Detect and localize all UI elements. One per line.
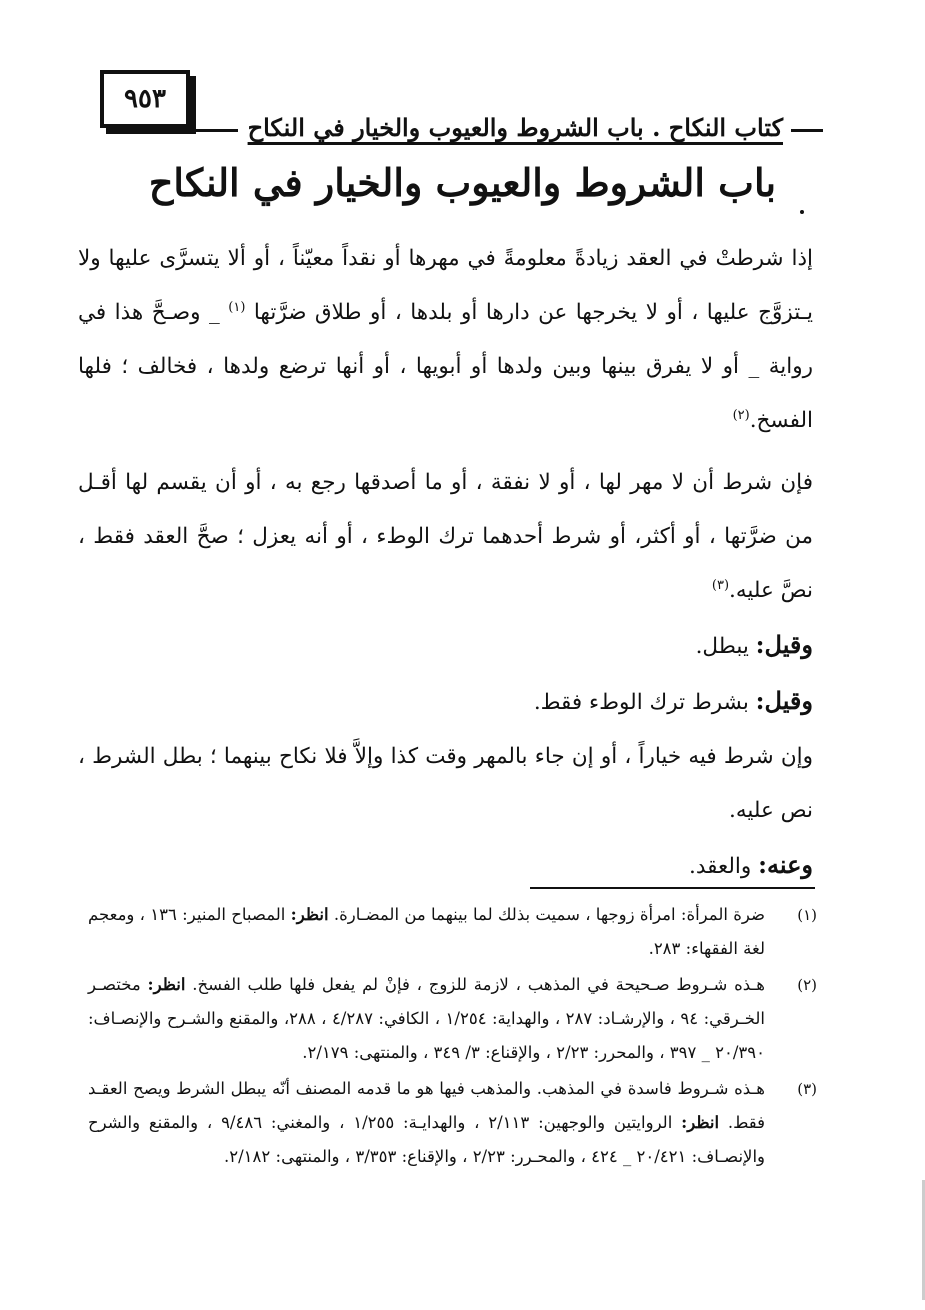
footnote-body <box>88 898 765 966</box>
opinion-1-text: يبطل. <box>695 634 756 659</box>
opinion-3-text: والعقد. <box>689 854 759 879</box>
footnote-text: هـذه شـروط صـحيحة في المذهب ، لازمة للزوج ، فإنْ لم يفعل فلها طلب الفسخ. <box>185 975 765 994</box>
footnote-text: هـذه شـروط فاسدة في المذهب. والمذهب فيها هو ما قدمه المصنف أنّه يبطل الشرط ويصح العقـد فقط. <box>88 1079 766 1132</box>
running-header <box>96 98 823 142</box>
header-dash-right <box>791 129 823 132</box>
footnote-number: (٢) <box>797 976 817 994</box>
main-text <box>78 232 813 894</box>
running-header-text: كتاب النكاح . باب الشروط والعيوب والخيار في النكاح <box>247 113 783 142</box>
footnote-references: الروايتين والوجهين: ٢/١١٣ ، والهدايـة: ١/٢٥٥ ، والمغني: ٩/٤٨٦ ، والمقنع والشرح والإنصـاف: ٢٠/٤٢١ _ ٤٢٤ ، والمحـرر: ٢/٢٣ ، والإقناع: ٣/٣٥٣ ، والمنتهى: ٢/١٨٢. <box>88 1113 765 1166</box>
footnote-2 <box>88 968 817 1070</box>
paragraph-1-text-a: إذا شرطتْ في العقد زيادةً معلومةً في مهرها أو نقداً معيّناً ، أو ألا يتسرَّى عليها ولا يـتزوَّج عليها ، أو لا يخرجها عن دارها أو بلدها ، أو طلاق ضرَّتها <box>78 246 813 325</box>
footnote-body <box>88 1072 765 1174</box>
footnote-ref-3: (٣) <box>711 577 730 593</box>
stray-dot <box>800 210 804 214</box>
opinion-2-label: وقيل: <box>755 686 813 715</box>
footnote-ref-2: (٢) <box>732 407 750 423</box>
footnote-3 <box>88 1072 817 1174</box>
paragraph-3 <box>78 730 813 838</box>
footnote-body <box>88 968 765 1070</box>
paragraph-1 <box>78 232 813 448</box>
footnote-number: (١) <box>797 906 817 924</box>
page-number-text: ٩٥٣ <box>124 84 166 114</box>
footnote-text: ضرة المرأة: امرأة زوجها ، سميت بذلك لما بينهما من المضـارة. <box>328 905 765 924</box>
footnote-see-label: انظر: <box>147 975 186 994</box>
opinion-2-text: بشرط ترك الوطء فقط. <box>533 690 756 715</box>
opinion-1-label: وقيل: <box>755 630 813 659</box>
paragraph-2 <box>78 456 813 618</box>
footnotes <box>88 898 817 1176</box>
paragraph-2-text: فإن شرط أن لا مهر لها ، أو لا نفقة ، أو ما أصدقها رجع به ، أو أن يقسم لها أقـل من ضرَّتها ، أو أكثر، أو شرط أحدهما ترك الوطء ، أو أنه يعزل ؛ صحَّ العقد فقط ، نصَّ عليه. <box>78 470 813 603</box>
opinion-2 <box>78 674 813 730</box>
paragraph-1-text-b: _ وصـحَّ هذا في رواية _ أو لا يفرق بينها وبين ولدها أو أبويها ، أو أنها ترضع ولدها ، فخالف ؛ فلها الفسخ. <box>78 300 813 433</box>
footnote-references: المصباح المنير: ١٣٦ ، ومعجم لغة الفقهاء: ٢٨٣. <box>88 905 765 958</box>
footnote-ref-1: (١) <box>228 299 246 315</box>
footnote-see-label: انظر: <box>290 905 329 924</box>
footnote-references: مختصـر الخـرقي: ٩٤ ، والإرشـاد: ٢٨٧ ، والهداية: ١/٢٥٤ ، الكافي: ٤/٢٨٧ ، ٢٨٨، والمقنع والشـرح والإنصـاف: ٢٠/٣٩٠ _ ٣٩٧ ، والمحرر: ٢/٢٣ ، والإقناع: ٣/ ٣٤٩ ، والمنتهى: ٢/١٧٩. <box>88 975 765 1062</box>
header-dash-left <box>178 129 238 132</box>
opinion-1 <box>78 618 813 674</box>
opinion-3-label: وعنه: <box>758 850 813 879</box>
footnote-1 <box>88 898 817 966</box>
footnote-separator <box>530 887 815 889</box>
opinion-3 <box>78 838 813 894</box>
paragraph-3-text: وإن شرط فيه خياراً ، أو إن جاء بالمهر وقت كذا وإلاَّ فلا نكاح بينهما ؛ بطل الشرط ، نص عليه. <box>78 744 813 823</box>
footnote-number: (٣) <box>797 1080 817 1098</box>
footnote-see-label: انظر: <box>681 1113 720 1132</box>
chapter-title: باب الشروط والعيوب والخيار في النكاح <box>148 160 777 205</box>
